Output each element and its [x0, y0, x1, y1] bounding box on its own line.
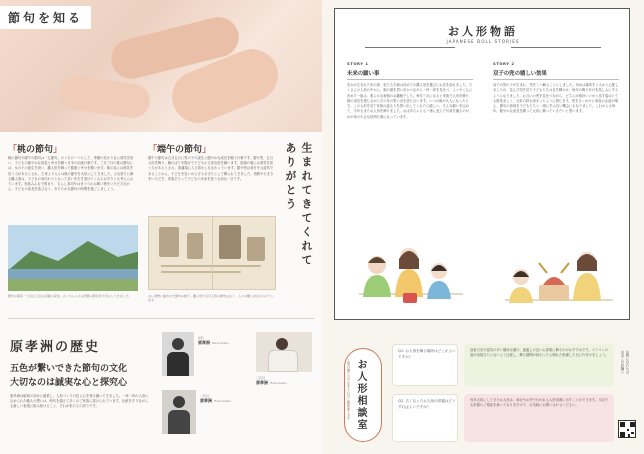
momo-title: 「桃の節句」	[8, 145, 63, 155]
landscape-caption: 節句の風景 ─ 川辺に広がる初夏の景色。古くから人々は季節の節目を大切にしてきました。	[8, 294, 132, 298]
history-subtitle: 五色が繋いできた節句の文化 大切なのは誠実な心と探究心	[10, 364, 128, 388]
a1-box: 直射日光や湿気の多い場所は避け、風通しの良いお部屋に飾るのがおすすめです。エアコンの風が直接当たらないよう注意し、飾る期間が終わったら晴れた乾燥した日に片付けましょう。	[464, 344, 614, 386]
vertical-message: 生まれてきてくれて ありがとう	[284, 142, 313, 268]
portrait-third-name: 三代目 原孝洲 Hara Koshu	[256, 376, 288, 385]
twins-kabuto-illustration	[503, 239, 615, 315]
story1-heading: 未来の願い事	[347, 71, 380, 77]
river-landscape-photo	[8, 225, 138, 291]
story1-text: 長女が生まれた年の春、私たち夫婦は初めての雛人形を選びにお店を訪れました。たくさんの人形の中から、娘の顔を思い浮かべながら一体一体を見比べ、ようやく心に決めた一組は、柔らかな表情のお雛様でした。毎年三月になると家族で人形を飾り、娘の成長を感じながらその年の思い出を語り合います。いつか娘が大人になったとき、この人形を見て家族の温もりを思い出してくれたら嬉しい。そんな願いを込めて、今年もまたお人形を飾りました。おばあちゃんも一緒に並んで写真を撮るのが、わが家の小さな恒例行事になっています。	[347, 83, 473, 119]
history-text: 原孝洲は昭和の初めに創業し、人形づくりの技と心を受け継いできました。一体一体の人形に込められた職人の想いは、時代を越えて多くのご家族に届けられています。伝統を守りながらも新しい表現に挑み続けること、それが私たちの誇りです。	[10, 394, 149, 409]
a2-box: 長年大切にしてきたお人形は、神社やお寺で行われる人形供養に出すことができます。当店でも供養のご相談を承っておりますので、お気軽にお問い合わせください。	[464, 394, 614, 442]
portrait-third	[256, 332, 312, 372]
story1-label: STORY 1	[347, 61, 369, 66]
q1-box: Q1. お人形を飾る場所はどこがよいですか？	[392, 344, 458, 386]
stories-title: お人形物語	[448, 25, 518, 38]
book-caption: 古い書物に描かれた節句の様子。雛人形や五月人形の歴史は古く、人々の願いが込められています。	[148, 294, 274, 303]
q2-box: Q2. 古くなったお人形の供養はどうすればよいですか？	[392, 394, 458, 442]
momo-text: 桃の節句や端午の節句は「五節句」のうちの一つとして、季節の変わり目に邪気を祓い、子どもの健やかな成長と幸せを願う日本の伝統行事です。三月三日の桃の節句には、女の子の誕生を祝い、雛人形を飾って健康と幸せを願います。桃の花には邪気を祓う力があるとされ、古来より人々は桃の節句を大切にしてきました。ひな祭りに飾る雛人形は、子どもの身代わりとなって災いを引き受けてくれるお守りとも考えられています。家族みんなで集まり、ちらし寿司やはまぐりのお吸い物をいただきながら、子どもの成長を喜び合う、あたたかな節句の時間を過ごしましょう。	[8, 156, 134, 192]
old-book-illustration	[148, 216, 276, 290]
section-chip: 節句を知る	[0, 6, 91, 29]
divider	[8, 318, 314, 319]
qr-code[interactable]	[618, 420, 636, 438]
history-title: 原孝洲の歴史	[10, 340, 101, 355]
portrait-second	[162, 390, 196, 434]
right-page	[322, 0, 644, 454]
side-note: お問い合わせは お近くの店舗へ	[620, 350, 629, 374]
family-illustration	[357, 235, 465, 315]
story2-label: STORY 2	[493, 61, 515, 66]
portrait-second-name: 二代目 原孝洲 Hara Koshu	[200, 394, 232, 403]
portrait-first	[162, 332, 194, 376]
doll-stories-box	[334, 8, 630, 320]
consult-badge: お人形相談室 人形の飾り方やお手入れのご相談承ります	[344, 348, 382, 442]
story2-text: 双子の男の子が生まれ、兜を二つ飾ることにしました。初めは場所をとるかと心配しましたが、並んだ兜を見た子どもたちは目を輝かせ、毎年の飾り付けを楽しみにするようになりました。お互いの兜を見比べながら、どちらが格好いいかと話す姿はとても微笑ましく、兄弟の絆も深まったように感じます。兜をきっかけに家族の会話が増え、節句の意味を子どもたちと一緒に学ぶ良い機会にもなりました。これからも毎年、健やかな成長を願って大切に飾っていきたいと思います。	[493, 83, 619, 114]
tango-title: 「端午の節句」	[148, 145, 212, 155]
portrait-first-name: 初代 原孝洲 Hara Koshu	[198, 336, 230, 345]
tango-text: 端午の節句は五月五日に男の子の誕生と健やかな成長を願う行事です。鎧や兜、五月人形を飾り、鯉のぼりを揚げて子どもの立身出世を願います。菖蒲の葉には邪気を祓う力があるとされ、菖蒲湯に入る習わしも伝わっています。鎧や兜は身を守る道具であることから、子どもを災いから守るお守りとして飾られてきました。柏餅やちまきをいただき、家族そろって子どもの未来を祝う大切な一日です。	[148, 156, 274, 181]
stories-subtitle: JAPANESE DOLL STORIES	[446, 39, 520, 44]
story2-heading: 双子の兜の嬉しい効果	[493, 71, 547, 77]
